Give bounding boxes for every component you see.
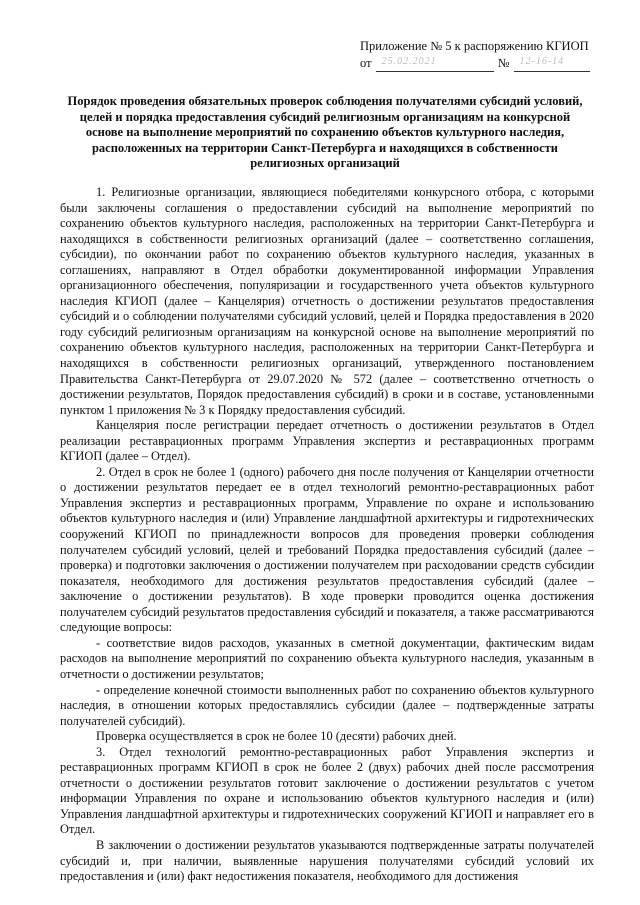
number-value: 12-16-14 — [519, 56, 565, 67]
paragraph: Канцелярия после регистрации передает отчетность о достижении результатов в Отдел реализации реставрационных программ Управления экспертиз и реставрационных программ КГИОП (далее – Отдел). — [60, 418, 594, 464]
appendix-header — [360, 38, 610, 72]
list-item: - определение конечной стоимости выполненных работ по сохранению объектов культурного наследия, в отношении которых предоставлялись субсидии (далее – подтвержденные затраты получателей субсидий). — [60, 682, 594, 728]
number-blank — [514, 58, 590, 72]
paragraph: 1. Религиозные организации, являющиеся победителями конкурсного отбора, с которыми были заключены соглашения о предоставлении субсидий на выполнение мероприятий по сохранению объектов культурного наследия, расположенных на территории Санкт-Петербурга и находящихся в собственности религиозных организаций (далее – соответственно соглашения, субсидии), по окончании работ по сохранению объектов культурного наследия, указанных в соглашениях, направляют в Отдел обработки документированной информации Управления организационного обеспечения, популяризации и государственного учета объектов культурного наследия КГИОП (далее – Канцелярия) отчетность о достижении результатов предоставления субсидий и о соблюдении получателями субсидий условий, целей и Порядка предоставления в 2020 году субсидий религиозным организациям на конкурсной основе на выполнение мероприятий по сохранению объектов культурного наследия, расположенных на территории Санкт-Петербурга и находящихся в собственности религиозных организаций, утвержденного постановлением Правительства Санкт-Петербурга от 29.07.2020 № 572 (далее – соответственно отчетность о достижении результатов, Порядок предоставления субсидий) в сроки и в составе, установленными пунктом 1 приложения № 3 к Порядку предоставления субсидий. — [60, 185, 594, 417]
document-body — [60, 185, 594, 885]
paragraph: 3. Отдел технологий ремонтно-реставрационных работ Управления экспертиз и реставрационных программ КГИОП в срок не более 2 (двух) рабочих дней после рассмотрения отчетности о достижении результатов готовит заключение о достижении результатов с учетом информации Управления по охране и использованию объектов культурного наследия и (или) Управления ландшафтной архитектуры и гидротехнических сооружений КГИОП и направляет его в Отдел. — [60, 744, 594, 837]
document-title: Порядок проведения обязательных проверок соблюдения получателями субсидий условий, целей и порядка предоставления субсидий религиозным организациям на конкурсной основе на выполнение мероприятий по сохранению объектов культурного наследия, расположенных на территории Санкт-Петербурга и находящихся в собственности религиозных организаций — [67, 94, 583, 171]
appendix-reference: Приложение № 5 к распоряжению КГИОП — [360, 39, 589, 53]
order-date-number-line — [360, 55, 610, 72]
date-blank — [376, 58, 494, 72]
paragraph: В заключении о достижении результатов указываются подтвержденные затраты получателей субсидий и, при наличии, выявленные нарушения получателями субсидий условий их предоставления и (или) факт недостижения показателя, необходимого для достижения — [60, 837, 594, 884]
date-value: 25.02.2021 — [381, 56, 437, 67]
paragraph: Проверка осуществляется в срок не более 10 (десяти) рабочих дней. — [96, 729, 457, 744]
from-label: от — [360, 56, 372, 70]
number-label: № — [497, 56, 510, 70]
list-item: - соответствие видов расходов, указанных в сметной документации, фактическим видам расходов на выполнение мероприятий по сохранению объекта культурного наследия, указанным в отчетности о достижении результатов; — [60, 635, 594, 681]
paragraph: 2. Отдел в срок не более 1 (одного) рабочего дня после получения от Канцелярии отчетности о достижении результатов передает ее в отдел технологий ремонтно-реставрационных работ Управления экспертиз и реставрационных программ, Управление по охране и использованию объектов культурного наследия и (или) Управление ландшафтной архитектуры и гидротехнических сооружений КГИОП по принадлежности вопросов для проведения проверки соблюдения получателем субсидий условий, целей и требований Порядка предоставления субсидий (далее – проверка) и подготовки заключения о достижении получателем при расходовании средств субсидии показателя, необходимого для достижения результатов предоставления субсидий (далее – заключение о достижении результатов). В ходе проверки проводится оценка достижения получателем субсидий результатов предоставления субсидий и показателя, а также рассматриваются следующие вопросы: — [60, 464, 594, 635]
